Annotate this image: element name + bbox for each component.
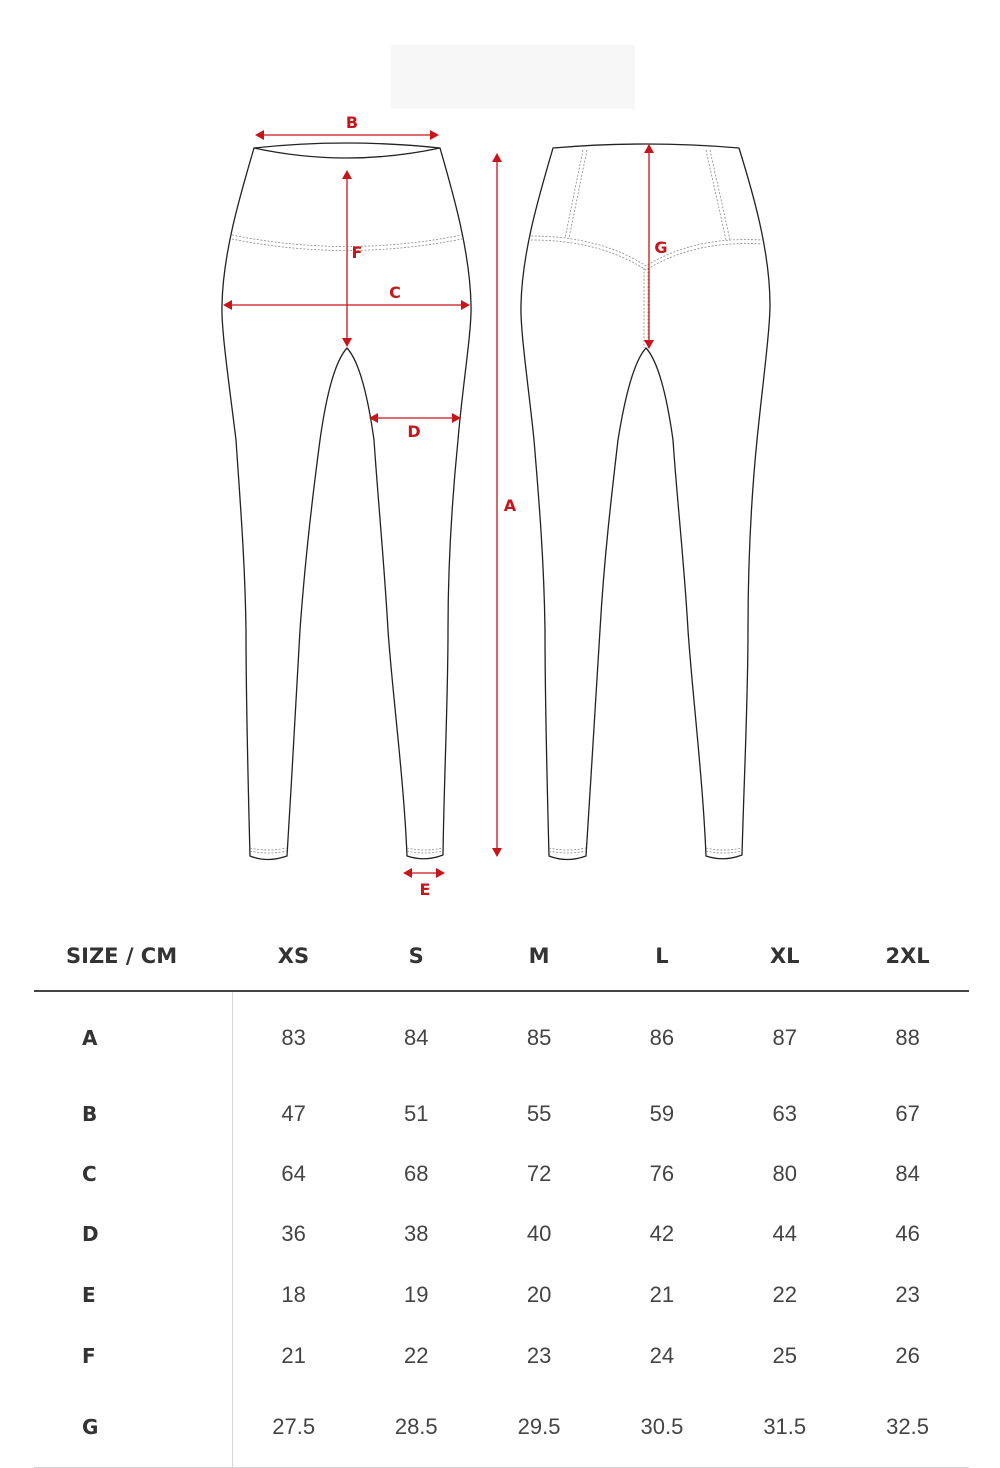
front-hem-left-2 [250, 851, 287, 853]
back-panel-seam-left-2 [569, 150, 587, 238]
table-row [34, 1325, 969, 1387]
row-label-e: E [34, 1264, 232, 1325]
table-cell: 36 [281, 1220, 306, 1246]
back-hem-right-2 [706, 851, 742, 853]
table-cell: 18 [281, 1281, 306, 1307]
back-view-leggings [521, 144, 770, 860]
measure-b [255, 113, 439, 140]
measure-d [369, 413, 461, 441]
measure-f [342, 170, 362, 347]
back-hem-right-1 [706, 848, 742, 850]
table-cell: 28.5 [355, 1387, 478, 1467]
back-yoke-seam-2 [531, 240, 762, 270]
table-row [34, 1203, 969, 1264]
back-hem-left-2 [549, 851, 586, 853]
table-row [34, 991, 969, 1083]
measure-label-c: C [389, 283, 401, 302]
row-label-d: D [34, 1203, 232, 1264]
table-cell: 84 [895, 1160, 920, 1186]
measure-label-f: F [351, 243, 363, 262]
table-cell: 21 [649, 1281, 675, 1307]
back-outline [521, 144, 770, 860]
table-cell: 76 [649, 1160, 675, 1186]
table-cell: 30.5 [600, 1387, 723, 1467]
table-cell: 46 [895, 1220, 920, 1246]
table-cell: 40 [526, 1220, 552, 1246]
row-label-c: C [34, 1144, 232, 1203]
size-header-xl: XL [723, 922, 846, 991]
table-row [34, 1144, 969, 1203]
size-header-row [34, 922, 969, 991]
measure-label-b: B [345, 113, 359, 132]
measure-label-a: A [503, 496, 517, 515]
table-cell: 59 [649, 1100, 675, 1126]
table-row [34, 1264, 969, 1325]
row-label-g: G [34, 1387, 232, 1467]
row-label-f: F [34, 1325, 232, 1387]
table-row [34, 1387, 969, 1467]
table-cell: 24 [649, 1343, 675, 1368]
table-cell: 47 [281, 1100, 306, 1126]
table-cell: 80 [772, 1160, 797, 1186]
size-header-2xl: 2XL [846, 922, 969, 991]
front-hem-right-2 [407, 851, 443, 853]
table-cell: 32.5 [846, 1387, 969, 1467]
table-cell: 63 [772, 1100, 797, 1126]
size-header-s: S [355, 922, 478, 991]
table-row [34, 1083, 969, 1144]
table-cell: 64 [281, 1160, 306, 1186]
back-panel-seam-left-1 [565, 150, 583, 238]
table-cell: 51 [404, 1100, 429, 1126]
measure-label-g: G [654, 238, 668, 257]
size-header-m: M [478, 922, 601, 991]
table-cell: 55 [526, 1100, 552, 1126]
row-label-b: B [34, 1083, 232, 1144]
table-cell: 83 [281, 1024, 306, 1050]
measure-label-e: E [419, 880, 431, 899]
back-hem-left-1 [549, 848, 586, 850]
table-cell: 25 [772, 1343, 797, 1368]
row-label-a: A [34, 991, 232, 1083]
table-cell: 67 [895, 1100, 920, 1126]
size-chart-table [34, 922, 969, 1468]
back-panel-seam-right-1 [706, 150, 726, 240]
measure-a [492, 153, 517, 857]
table-cell: 27.5 [232, 1387, 355, 1467]
front-waistband-top [254, 148, 440, 158]
front-hem-right-1 [407, 848, 443, 850]
measure-g [644, 144, 668, 349]
table-cell: 84 [404, 1024, 429, 1050]
table-cell: 29.5 [478, 1387, 601, 1467]
measure-e [403, 868, 445, 899]
table-cell: 42 [649, 1220, 675, 1246]
table-cell: 86 [649, 1024, 675, 1050]
table-cell: 85 [526, 1024, 552, 1050]
table-cell: 68 [404, 1160, 429, 1186]
table-cell: 31.5 [723, 1387, 846, 1467]
back-yoke-seam-1 [531, 236, 762, 266]
table-cell: 22 [404, 1343, 429, 1368]
table-cell: 44 [772, 1220, 797, 1246]
table-cell: 20 [526, 1281, 552, 1307]
table-cell: 72 [526, 1160, 552, 1186]
measure-label-d: D [407, 422, 421, 441]
table-cell: 23 [526, 1343, 552, 1368]
table-cell: 22 [772, 1281, 797, 1307]
table-cell: 19 [404, 1281, 429, 1307]
size-header-xs: XS [232, 922, 355, 991]
table-cell: 87 [772, 1024, 797, 1050]
front-hem-left-1 [250, 848, 287, 850]
table-cell: 26 [895, 1343, 920, 1368]
table-cell: 23 [895, 1281, 920, 1307]
size-unit-header: SIZE / CM [34, 922, 232, 991]
size-header-l: L [600, 922, 723, 991]
table-cell: 88 [895, 1024, 920, 1050]
table-cell: 21 [281, 1343, 306, 1368]
back-panel-seam-right-2 [710, 150, 730, 240]
table-cell: 38 [404, 1220, 429, 1246]
